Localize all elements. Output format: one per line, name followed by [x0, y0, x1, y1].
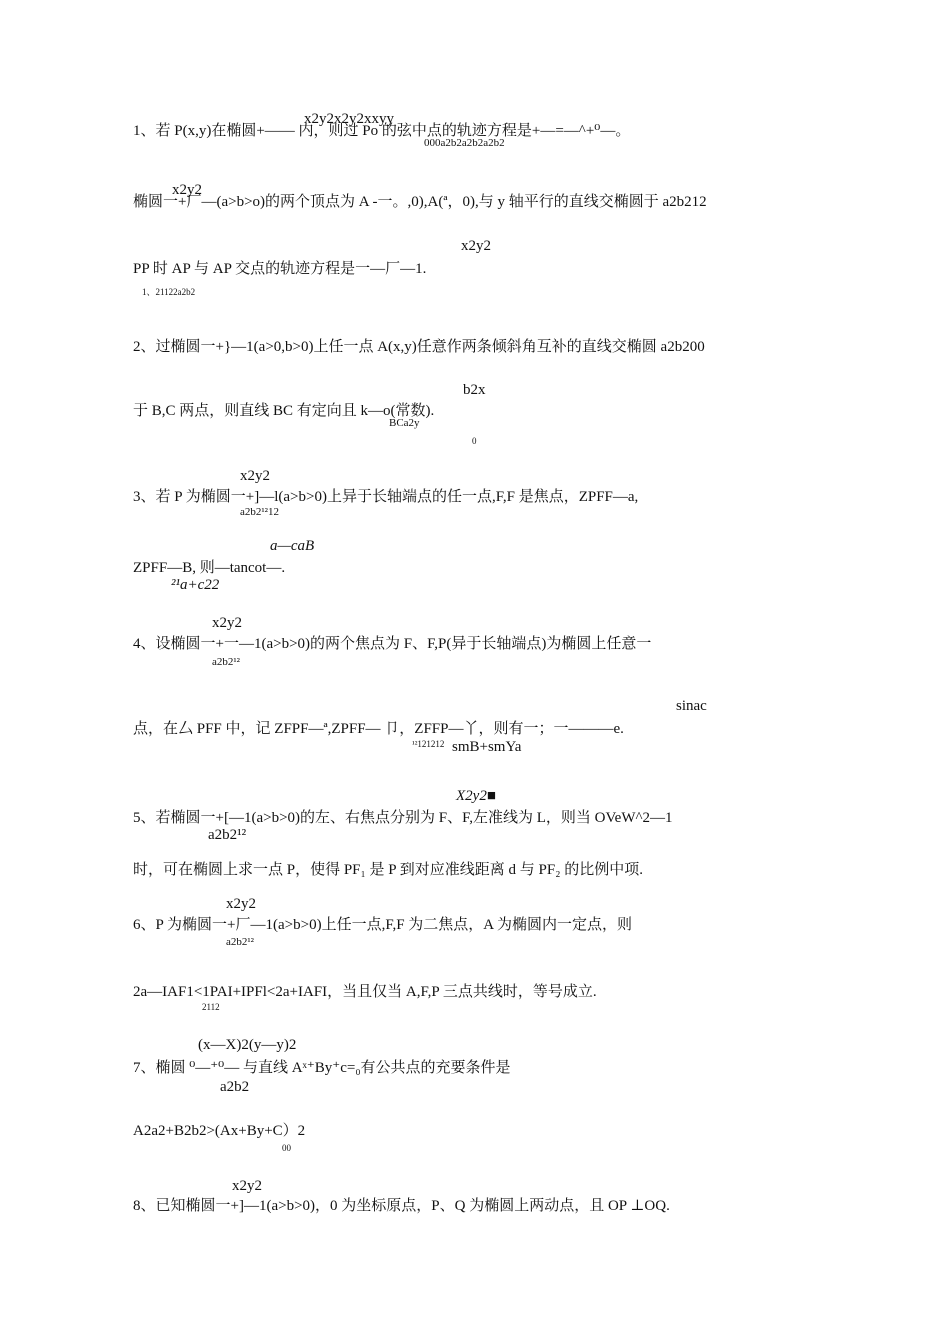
item-2-continued-line: 于 B,C 两点，则直线 BC 有定向且 k—o(常数). — [133, 403, 435, 419]
formula-denominator: smB+smYa — [452, 739, 522, 755]
item-1-continued-line: 椭圆一+厂—(a>b>o)的两个顶点为 A ‐一。,0),A(ª，0),与 y 轴平行的直线交椭圆于 a2b212 — [133, 194, 707, 210]
formula-subscript: ¹²121212 — [412, 739, 445, 749]
item-6-continued-line: 2a—IAF1<1PAI+IPFl<2a+IAFI，当且仅当 A,F,P 三点共线时，等号成立. — [133, 984, 597, 1000]
formula-numerator: x2y2 — [172, 182, 202, 198]
formula-denominator: a2b2 — [220, 1079, 250, 1095]
formula-numerator: x2y2x2y2xxyy — [304, 111, 394, 127]
formula-numerator: x2y2 — [212, 615, 242, 631]
item-8-line: 8、已知椭圆一+]—1(a>b>0)，0 为坐标原点，P、Q 为椭圆上两动点，且 OP ⊥OQ. — [133, 1198, 670, 1214]
formula-numerator: x2y2 — [461, 238, 491, 254]
item-3-continued-line: ZPFF—B, 则—tancot—. — [133, 560, 286, 576]
item-6-line: 6、P 为椭圆一+厂—1(a>b>0)上任一点,F,F 为二焦点，A 为椭圆内一定点，则 — [133, 917, 633, 933]
formula-subscript: 0 — [472, 436, 477, 446]
formula-subscript: 2112 — [202, 1002, 220, 1012]
item-1-line: 1、若 P(x,y)在椭圆+—— 内，则过 Po 的弦中点的轨迹方程是+—=—^+⁰—。 — [133, 123, 631, 139]
formula-numerator: b2x — [463, 382, 486, 398]
formula-denominator: 1、21122a2b2 — [142, 287, 196, 297]
item-2-line: 2、过椭圆一+}—1(a>0,b>0)上任一点 A(x,y)任意作两条倾斜角互补的直线交椭圆 a2b200 — [133, 339, 705, 355]
item-3-line: 3、若 P 为椭圆一+]—l(a>b>0)上异于长轴端点的任一点,F,F 是焦点，ZPFF—a, — [133, 489, 639, 505]
formula-denominator: a2b2¹² — [226, 936, 254, 948]
formula-denominator: a2b2¹²12 — [240, 506, 279, 518]
item-5-line: 5、若椭圆一+[—1(a>b>0)的左、右焦点分别为 F、F,左准线为 L，则当 OVeW^2—1 — [133, 810, 673, 826]
formula-denominator: ²¹a+c22 — [171, 577, 220, 593]
formula-numerator: a—caB — [270, 538, 315, 554]
formula-numerator: x2y2 — [226, 896, 256, 912]
item-5-continued-line: 时，可在椭圆上求一点 P，使得 PF₁ 是 P 到对应准线距离 d 与 PF₂ 的比例中项. — [133, 862, 643, 878]
formula-denominator: a2b2¹² — [208, 827, 247, 843]
formula-numerator: X2y2■ — [456, 788, 496, 804]
formula-numerator: x2y2 — [232, 1178, 262, 1194]
formula-subscript: 00 — [282, 1143, 291, 1153]
item-1-trajectory-line: PP 时 AP 与 AP 交点的轨迹方程是一—厂—1. — [133, 261, 427, 277]
formula-numerator: x2y2 — [240, 468, 270, 484]
item-4-line: 4、设椭圆一+一—1(a>b>0)的两个焦点为 F、F,P(异于长轴端点)为椭圆上任意一 — [133, 636, 652, 652]
formula-denominator: 000a2b2a2b2a2b2 — [424, 137, 505, 149]
formula-numerator: (x—X)2(y—y)2 — [198, 1037, 297, 1053]
item-4-continued-line: 点，在厶 PFF 中，记 ZFPF—ª,ZPFF— 卩，ZFFP—丫，则有一；一———e. — [133, 721, 624, 737]
formula-denominator: a2b2¹² — [212, 656, 240, 668]
formula-denominator: BCa2y — [389, 417, 420, 429]
item-7-condition-formula: A2a2+B2b2>(Ax+By+C）2 — [133, 1123, 306, 1139]
formula-numerator: sinac — [676, 698, 707, 714]
item-7-line: 7、椭圆 ⁰—⁺⁰— 与直线 Aˣ⁺By⁺c=₀有公共点的充要条件是 — [133, 1060, 511, 1076]
